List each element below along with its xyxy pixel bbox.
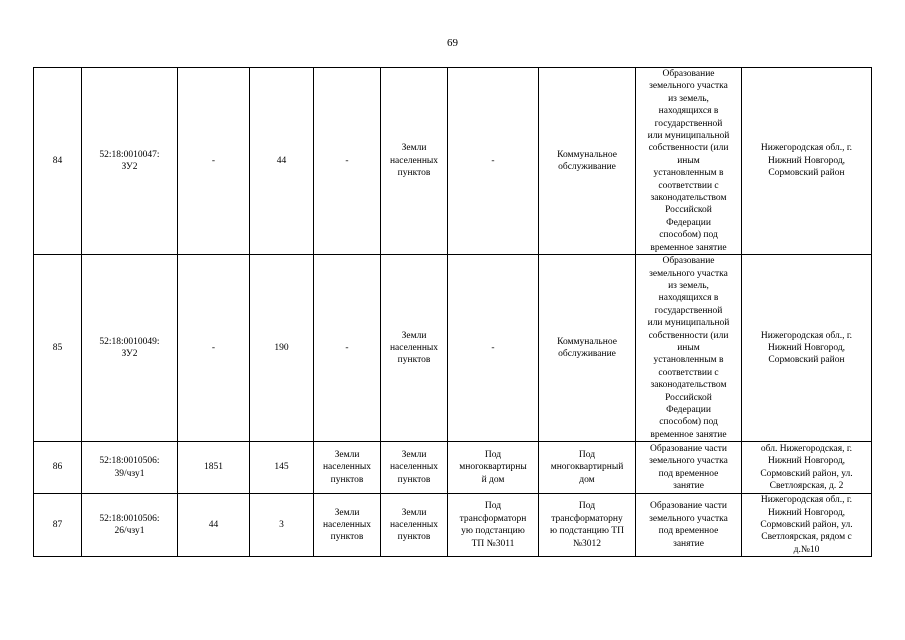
address-cell: Нижегородская обл., г. Нижний Новгород, Сормовский район xyxy=(742,255,872,442)
category-existing-cell: - xyxy=(314,68,381,255)
area-existing-cell: 44 xyxy=(178,494,250,557)
category-new-cell: Земли населенных пунктов xyxy=(381,68,448,255)
address-cell: Нижегородская обл., г. Нижний Новгород, Сормовский район, ул. Светлоярская, рядом с д.№10 xyxy=(742,494,872,557)
category-existing-cell: - xyxy=(314,255,381,442)
formation-basis-cell: Образование земельного участка из земель, находящихся в государственной или муниципальной собственности (или иным установленным в соответствии с законодательством Российской Федерации способом) под временное занятие xyxy=(636,68,742,255)
land-parcel-table xyxy=(33,67,872,557)
category-existing-cell: Земли населенных пунктов xyxy=(314,494,381,557)
area-existing-cell: - xyxy=(178,255,250,442)
area-existing-cell: - xyxy=(178,68,250,255)
cadastral-number-cell: 52:18:0010049: ЗУ2 xyxy=(82,255,178,442)
cadastral-number-cell: 52:18:0010047: ЗУ2 xyxy=(82,68,178,255)
permitted-use-existing-cell: - xyxy=(448,68,539,255)
category-new-cell: Земли населенных пунктов xyxy=(381,494,448,557)
formation-basis-cell: Образование земельного участка из земель, находящихся в государственной или муниципальной собственности (или иным установленным в соответствии с законодательством Российской Федерации способом) под временное занятие xyxy=(636,255,742,442)
address-cell: Нижегородская обл., г. Нижний Новгород, Сормовский район xyxy=(742,68,872,255)
permitted-use-existing-cell: Под многоквартирны й дом xyxy=(448,442,539,494)
permitted-use-new-cell: Коммунальное обслуживание xyxy=(539,68,636,255)
row-number-cell: 85 xyxy=(34,255,82,442)
table-row xyxy=(34,255,872,442)
category-existing-cell: Земли населенных пунктов xyxy=(314,442,381,494)
row-number-cell: 86 xyxy=(34,442,82,494)
permitted-use-new-cell: Коммунальное обслуживание xyxy=(539,255,636,442)
area-existing-cell: 1851 xyxy=(178,442,250,494)
table-row xyxy=(34,68,872,255)
category-new-cell: Земли населенных пунктов xyxy=(381,442,448,494)
permitted-use-existing-cell: Под трансформаторн ую подстанцию ТП №3011 xyxy=(448,494,539,557)
table-row xyxy=(34,442,872,494)
permitted-use-existing-cell: - xyxy=(448,255,539,442)
permitted-use-new-cell: Под многоквартирный дом xyxy=(539,442,636,494)
row-number-cell: 84 xyxy=(34,68,82,255)
page-number: 69 xyxy=(447,37,458,49)
area-new-cell: 190 xyxy=(250,255,314,442)
cadastral-number-cell: 52:18:0010506: 26/чзу1 xyxy=(82,494,178,557)
area-new-cell: 145 xyxy=(250,442,314,494)
area-new-cell: 3 xyxy=(250,494,314,557)
formation-basis-cell: Образование части земельного участка под временное занятие xyxy=(636,494,742,557)
cadastral-number-cell: 52:18:0010506: 39/чзу1 xyxy=(82,442,178,494)
formation-basis-cell: Образование части земельного участка под временное занятие xyxy=(636,442,742,494)
address-cell: обл. Нижегородская, г. Нижний Новгород, Сормовский район, ул. Светлоярская, д. 2 xyxy=(742,442,872,494)
category-new-cell: Земли населенных пунктов xyxy=(381,255,448,442)
area-new-cell: 44 xyxy=(250,68,314,255)
row-number-cell: 87 xyxy=(34,494,82,557)
permitted-use-new-cell: Под трансформаторну ю подстанцию ТП №3012 xyxy=(539,494,636,557)
table-row xyxy=(34,494,872,557)
